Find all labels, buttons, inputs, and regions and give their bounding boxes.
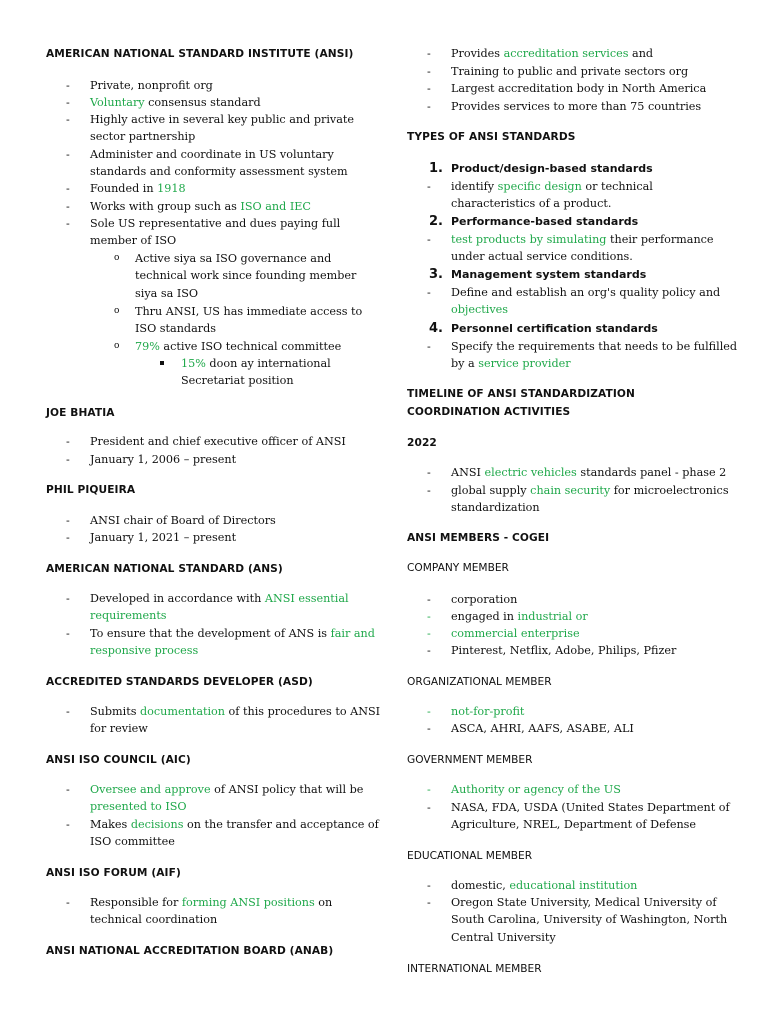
company-member-label: COMPANY MEMBER — [407, 562, 509, 574]
aif-heading: ANSI ISO FORUM (AIF) — [46, 867, 181, 879]
phil-heading: PHIL PIQUEIRA — [46, 484, 136, 496]
square-bullet-icon — [160, 361, 164, 365]
year-label: 2022 — [407, 437, 437, 449]
timeline-heading: TIMELINE OF ANSI STANDARDIZATION — [407, 388, 635, 400]
government-member-label: GOVERNMENT MEMBER — [407, 754, 533, 766]
aic-heading: ANSI ISO COUNCIL (AIC) — [46, 754, 191, 766]
ansi-heading: AMERICAN NATIONAL STANDARD INSTITUTE (ANSI) — [46, 48, 354, 60]
educational-member-label: EDUCATIONAL MEMBER — [407, 850, 533, 862]
members-heading: ANSI MEMBERS - COGEI — [407, 532, 550, 544]
timeline-heading-line2: COORDINATION ACTIVITIES — [407, 406, 571, 418]
joe-heading: JOE BHATIA — [46, 407, 115, 419]
ans-heading: AMERICAN NATIONAL STANDARD (ANS) — [46, 563, 283, 575]
anab-heading: ANSI NATIONAL ACCREDITATION BOARD (ANAB) — [46, 945, 334, 957]
types-heading: TYPES OF ANSI STANDARDS — [407, 131, 576, 143]
international-member-label: INTERNATIONAL MEMBER — [407, 963, 542, 975]
asd-heading: ACCREDITED STANDARDS DEVELOPER (ASD) — [46, 676, 313, 688]
organizational-member-label: ORGANIZATIONAL MEMBER — [407, 676, 552, 688]
